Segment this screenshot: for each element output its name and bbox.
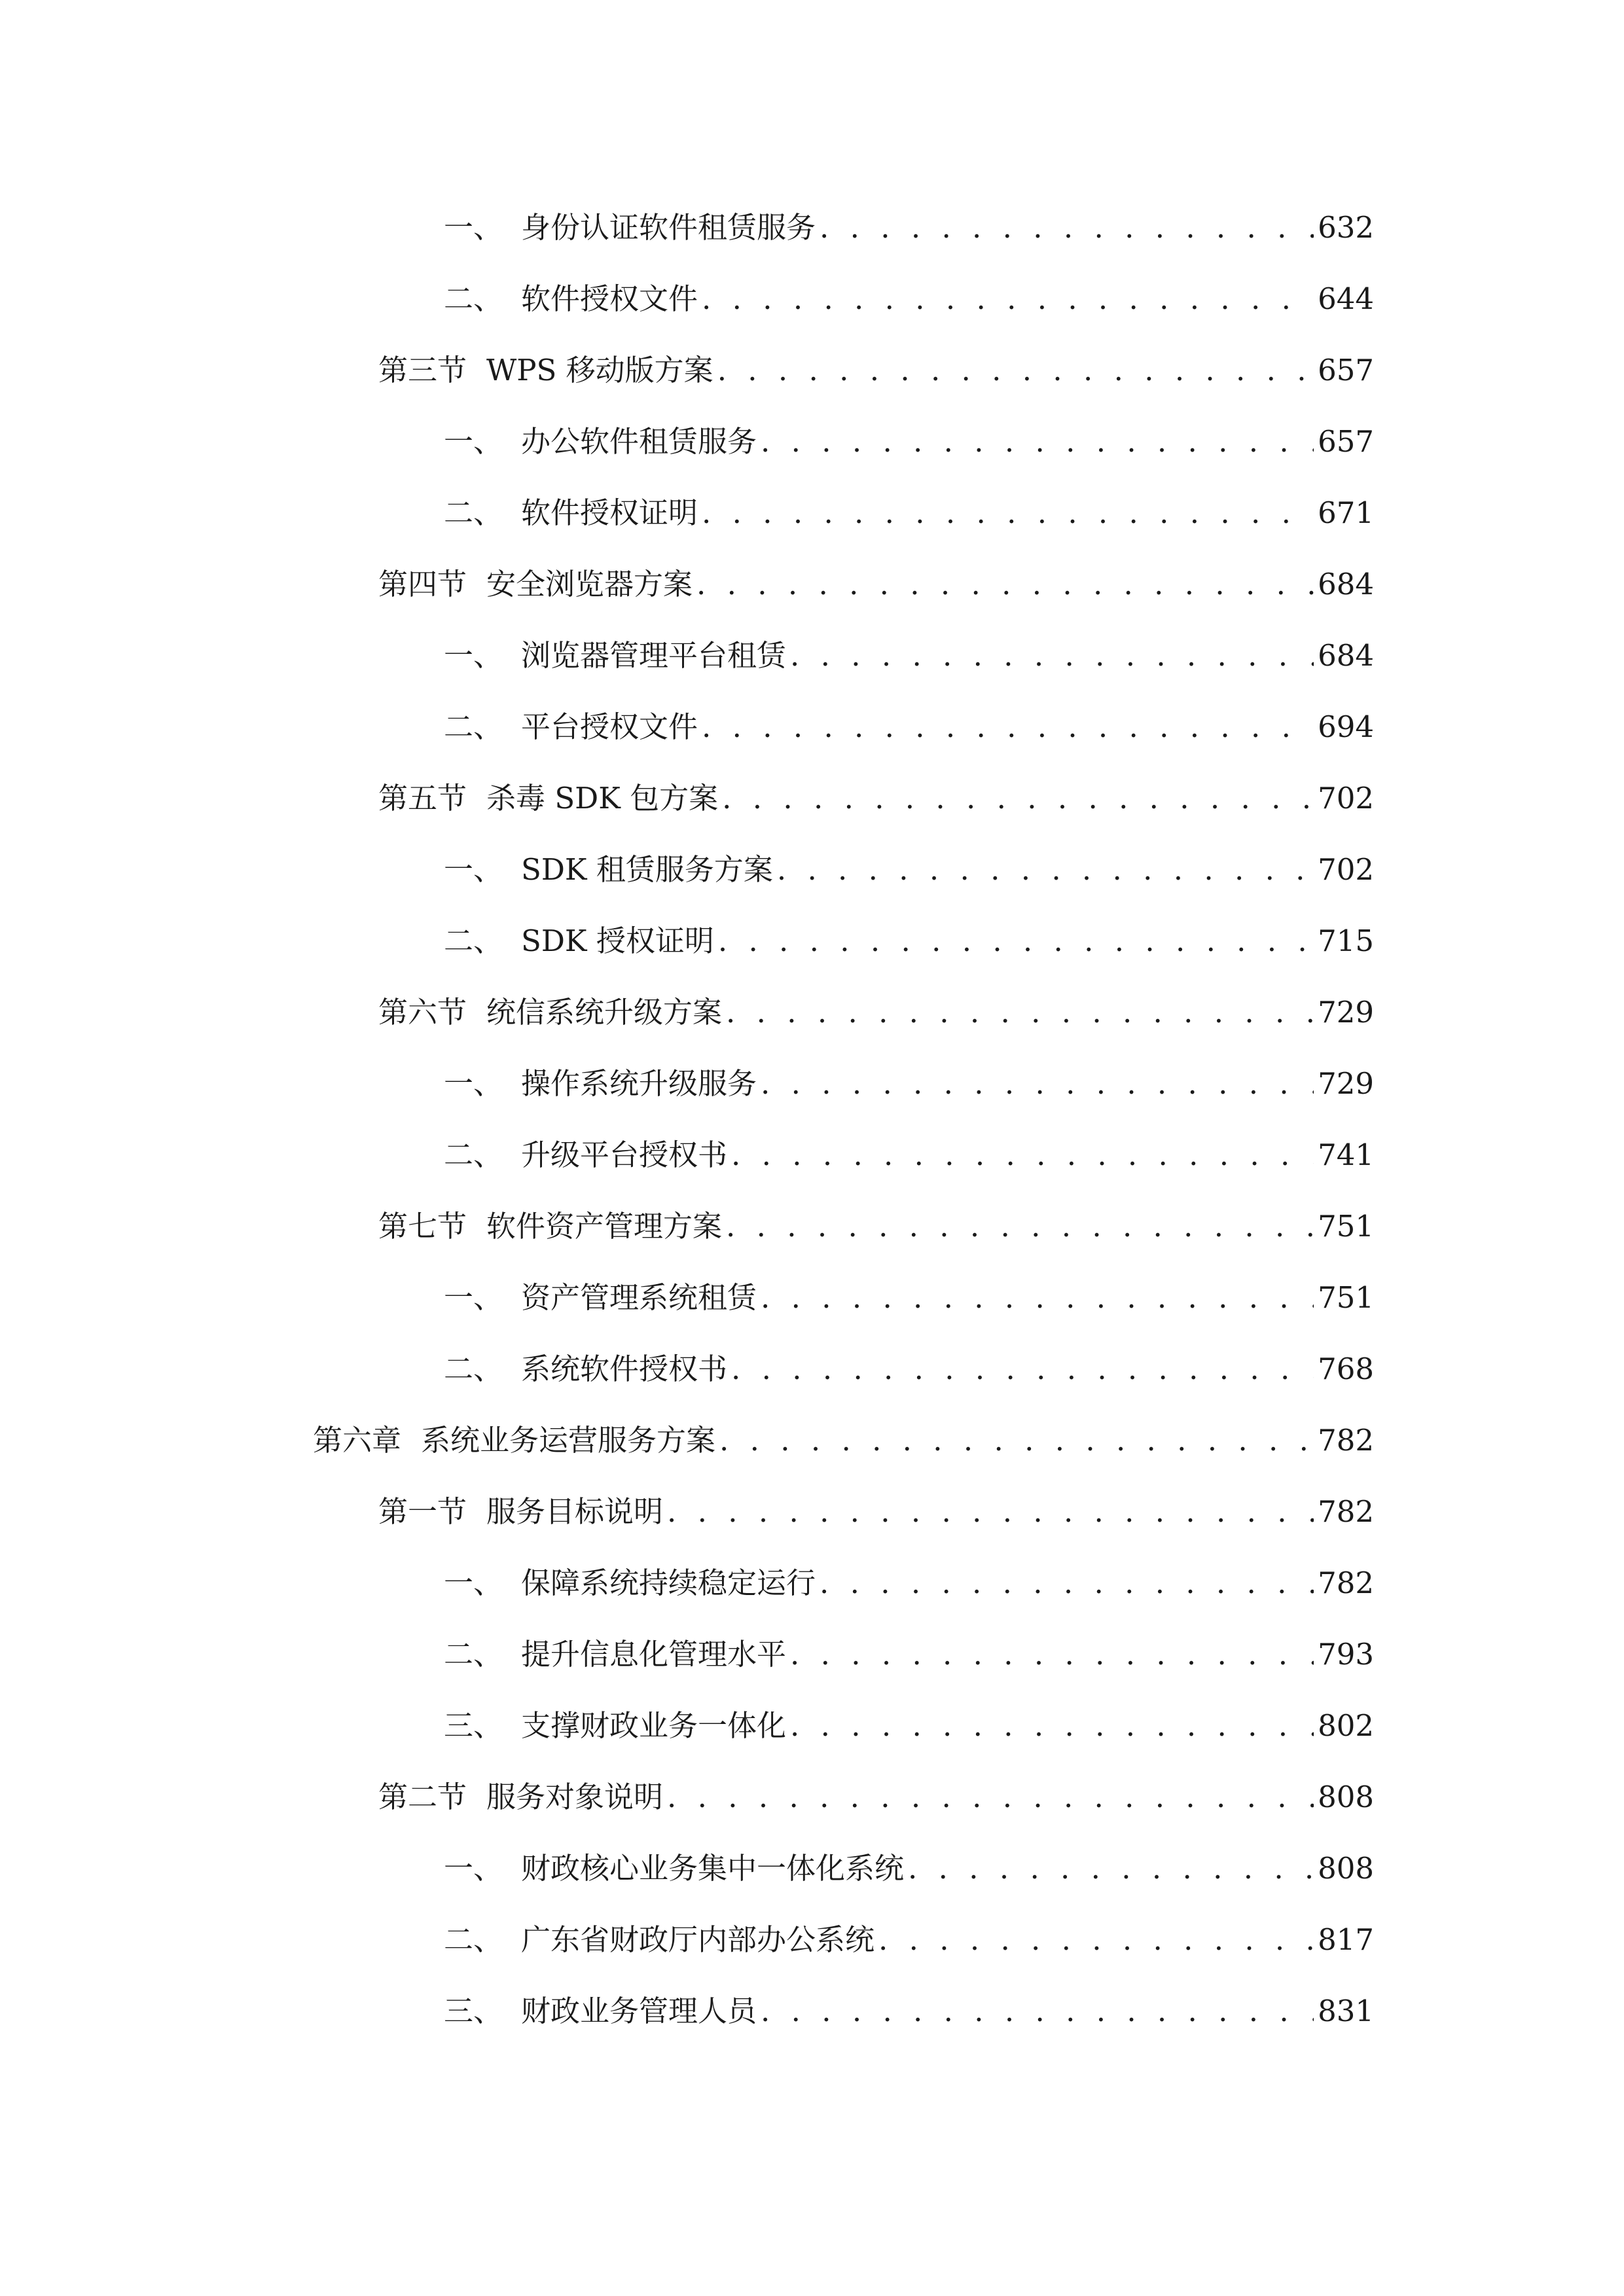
toc-entry-title: WPS 移动版方案: [486, 353, 713, 387]
toc-entry-title: 提升信息化管理水平: [521, 1637, 787, 1672]
toc-entry-title: SDK 授权证明: [521, 924, 714, 958]
toc-entry-marker: 一、: [444, 1566, 503, 1600]
toc-entry-marker: 第三节: [378, 353, 467, 387]
dot-leader: [667, 1497, 1314, 1526]
toc-entry-title: SDK 租赁服务方案: [521, 852, 773, 887]
toc-entry[interactable]: [444, 624, 1374, 673]
dot-leader: [777, 855, 1314, 884]
toc-entry-marker: 二、: [444, 281, 503, 316]
toc-entry[interactable]: [444, 1623, 1374, 1672]
toc-entry[interactable]: [378, 1195, 1374, 1244]
toc-entry[interactable]: [444, 1124, 1374, 1170]
toc-entry[interactable]: [378, 1480, 1374, 1529]
toc-entry-page: 782: [1318, 1494, 1374, 1529]
toc-entry-title: 软件授权证明: [521, 495, 698, 530]
toc-entry-page: 802: [1318, 1708, 1374, 1743]
dot-leader: [696, 569, 1314, 599]
toc-entry-title: 资产管理系统租赁: [521, 1280, 757, 1315]
toc-entry-page: 684: [1318, 567, 1374, 601]
dot-leader: [719, 1426, 1314, 1455]
toc-entry-title: 财政业务管理人员: [521, 1994, 757, 2028]
toc-entry[interactable]: [444, 1695, 1374, 1743]
toc-entry-page: 741: [1318, 1138, 1374, 1172]
toc-entry-page: 694: [1318, 709, 1374, 744]
toc-entry-marker: 第六节: [378, 995, 467, 1030]
toc-entry[interactable]: [444, 1338, 1374, 1384]
toc-entry-marker: 一、: [444, 1280, 503, 1315]
toc-entry-marker: 第四节: [378, 567, 467, 601]
toc-entry-marker: 第六章: [313, 1423, 402, 1458]
toc-entry[interactable]: [444, 1552, 1374, 1598]
toc-entry-title: 系统业务运营服务方案: [421, 1423, 716, 1458]
toc-entry-marker: 三、: [444, 1708, 503, 1743]
dot-leader: [726, 997, 1314, 1027]
dot-leader: [878, 1925, 1314, 1954]
toc-entry[interactable]: [444, 910, 1374, 956]
toc-entry-marker: 第一节: [378, 1494, 467, 1529]
toc-entry[interactable]: [444, 1909, 1374, 1957]
toc-entry-page: 729: [1318, 1066, 1374, 1101]
dot-leader: [761, 1069, 1314, 1098]
toc-entry[interactable]: [378, 767, 1374, 816]
toc-entry-marker: 二、: [444, 924, 503, 958]
toc-entry-page: 671: [1318, 495, 1374, 530]
toc-entry-marker: 二、: [444, 709, 503, 744]
dot-leader: [667, 1782, 1314, 1812]
dot-leader: [726, 1211, 1314, 1241]
toc-entry-page: 657: [1318, 353, 1374, 387]
dot-leader: [761, 427, 1314, 456]
toc-entry-page: 657: [1318, 424, 1374, 459]
dot-leader: [731, 1354, 1314, 1384]
toc-entry[interactable]: [444, 196, 1374, 245]
toc-entry-title: 浏览器管理平台租赁: [521, 638, 787, 673]
toc-entry-page: 644: [1318, 281, 1374, 316]
toc-entry-title: 统信系统升级方案: [486, 995, 723, 1030]
toc-entry-title: 平台授权文件: [521, 709, 698, 744]
dot-leader: [702, 712, 1314, 742]
toc-entry-marker: 二、: [444, 1352, 503, 1386]
toc-entry-title: 财政核心业务集中一体化系统: [521, 1851, 905, 1886]
toc-entry-title: 升级平台授权书: [521, 1138, 728, 1172]
toc-entry-page: 793: [1318, 1637, 1374, 1672]
dot-leader: [731, 1140, 1314, 1170]
toc-entry-page: 768: [1318, 1352, 1374, 1386]
dot-leader: [908, 1854, 1314, 1883]
toc-entry-title: 服务对象说明: [486, 1780, 664, 1814]
toc-entry-marker: 二、: [444, 1138, 503, 1172]
toc-entry[interactable]: [444, 1980, 1374, 2026]
toc-entry-title: 软件资产管理方案: [486, 1209, 723, 1244]
toc-entry-title: 广东省财政厅内部办公系统: [521, 1922, 875, 1957]
toc-entry-title: 系统软件授权书: [521, 1352, 728, 1386]
dot-leader: [717, 355, 1314, 385]
toc-entry[interactable]: [444, 838, 1374, 887]
dot-leader: [790, 641, 1314, 670]
toc-entry-title: 办公软件租赁服务: [521, 424, 757, 459]
toc-entry-page: 702: [1318, 852, 1374, 887]
dot-leader: [761, 1996, 1314, 2026]
dot-leader: [702, 284, 1314, 314]
toc-entry[interactable]: [444, 1052, 1374, 1101]
toc-entry[interactable]: [444, 482, 1374, 528]
toc-entry-marker: 二、: [444, 1637, 503, 1672]
toc-entry-page: 808: [1318, 1851, 1374, 1886]
toc-entry[interactable]: [378, 981, 1374, 1030]
dot-leader: [718, 926, 1314, 956]
toc-entry-page: 751: [1318, 1280, 1374, 1315]
toc-entry-page: 782: [1318, 1566, 1374, 1600]
toc-entry-marker: 第二节: [378, 1780, 467, 1814]
toc-entry[interactable]: [378, 1766, 1374, 1812]
toc-entry-title: 软件授权文件: [521, 281, 698, 316]
toc-entry-page: 817: [1318, 1922, 1374, 1957]
toc-entry[interactable]: [444, 1837, 1374, 1886]
dot-leader: [790, 1711, 1314, 1740]
toc-entry-page: 808: [1318, 1780, 1374, 1814]
toc-entry-page: 729: [1318, 995, 1374, 1030]
toc-entry-marker: 一、: [444, 210, 503, 245]
toc-entry-marker: 一、: [444, 638, 503, 673]
toc-entry-page: 715: [1318, 924, 1374, 958]
dot-leader: [702, 498, 1314, 528]
toc-entry-marker: 一、: [444, 424, 503, 459]
dot-leader: [761, 1283, 1314, 1312]
toc-entry-page: 831: [1318, 1994, 1374, 2028]
toc-entry-title: 服务目标说明: [486, 1494, 664, 1529]
toc-entry[interactable]: [313, 1409, 1374, 1458]
toc-entry[interactable]: [444, 696, 1374, 742]
toc-entry-marker: 一、: [444, 852, 503, 887]
toc-entry[interactable]: [444, 1266, 1374, 1315]
toc-entry-page: 782: [1318, 1423, 1374, 1458]
toc-entry[interactable]: [378, 553, 1374, 599]
dot-leader: [820, 1568, 1314, 1598]
toc-entry-title: 保障系统持续稳定运行: [521, 1566, 816, 1600]
toc-entry-title: 杀毒 SDK 包方案: [486, 781, 719, 816]
toc-entry-marker: 二、: [444, 495, 503, 530]
toc-entry-page: 751: [1318, 1209, 1374, 1244]
toc-entry[interactable]: [444, 410, 1374, 459]
toc-entry-marker: 第七节: [378, 1209, 467, 1244]
toc-entry[interactable]: [444, 268, 1374, 314]
dot-leader: [790, 1640, 1314, 1669]
toc-entry-title: 操作系统升级服务: [521, 1066, 757, 1101]
toc-entry-marker: 二、: [444, 1922, 503, 1957]
toc-entry-page: 684: [1318, 638, 1374, 673]
toc-entry-marker: 一、: [444, 1066, 503, 1101]
toc-entry-title: 安全浏览器方案: [486, 567, 693, 601]
toc-entry-marker: 一、: [444, 1851, 503, 1886]
toc-entry-marker: 第五节: [378, 781, 467, 816]
toc-entry-title: 支撑财政业务一体化: [521, 1708, 787, 1743]
toc-entry-page: 702: [1318, 781, 1374, 816]
dot-leader: [722, 783, 1314, 813]
toc-entry-title: 身份认证软件租赁服务: [521, 210, 816, 245]
toc-entry-marker: 三、: [444, 1994, 503, 2028]
toc-entry[interactable]: [378, 339, 1374, 385]
dot-leader: [820, 213, 1314, 242]
toc-entry-page: 632: [1318, 210, 1374, 245]
